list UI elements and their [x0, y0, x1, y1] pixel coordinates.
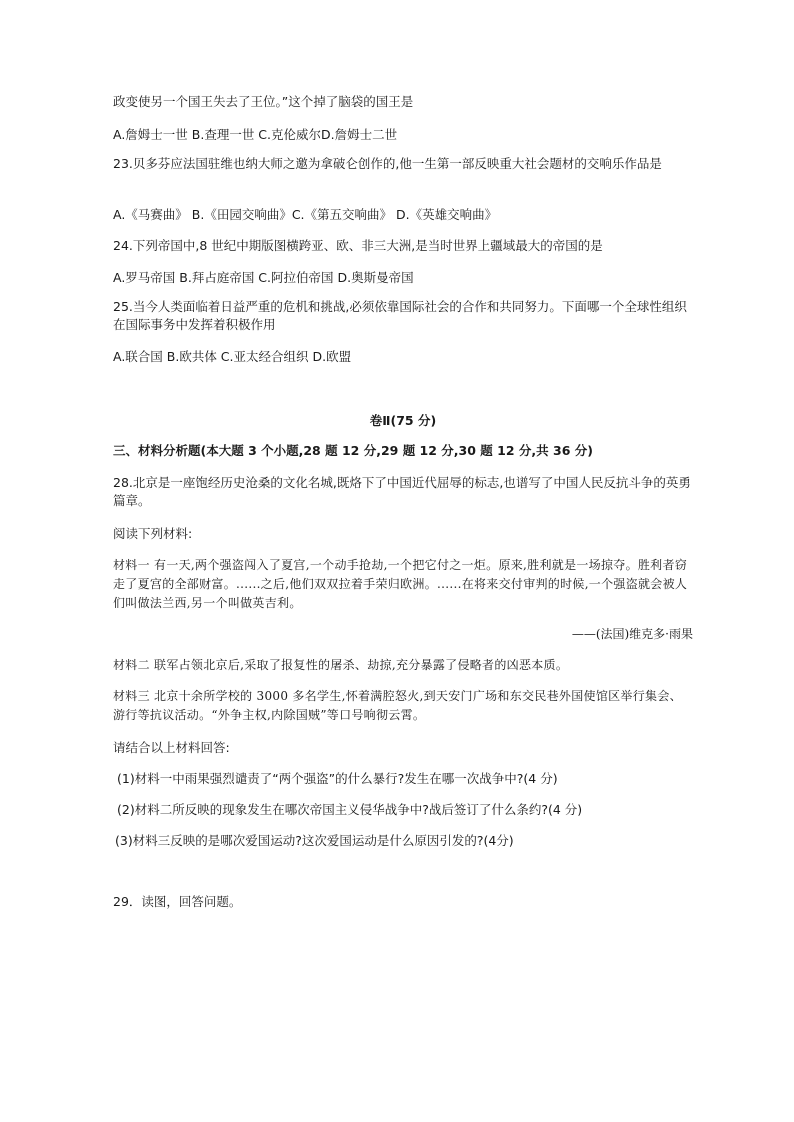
material-2: 材料二 联军占领北京后,采取了报复性的屠杀、劫掠,充分暴露了侵略者的凶恶本质。	[113, 658, 569, 672]
volume-title: 卷Ⅱ(75 分)	[369, 413, 437, 428]
material-3: 材料三 北京十余所学校的 3000 多名学生,怀着满腔怒火,到天安门广场和东交民巷外国使馆区举行集会、游行等抗议活动。“外争主权,内除国贼”等口号响彻云霄。	[113, 689, 682, 722]
q24-options: A.罗马帝国 B.拜占庭帝国 C.阿拉伯帝国 D.奥斯曼帝国	[113, 270, 414, 285]
q28-part-2: (2)材料二所反映的现象发生在哪次帝国主义侵华战争中?战后签订了什么条约?(4 分)	[117, 802, 583, 817]
q25-options: A.联合国 B.欧共体 C.亚太经合组织 D.欧盟	[113, 349, 352, 364]
q28-part-1: (1)材料一中雨果强烈谴责了“两个强盗”的什么暴行?发生在哪一次战争中?(4 分)	[117, 771, 558, 786]
answer-prompt: 请结合以上材料回答:	[113, 740, 230, 755]
q22-tail: 政变使另一个国王失去了王位。”这个掉了脑袋的国王是	[113, 94, 414, 109]
q23-stem: 23.贝多芬应法国驻维也纳大师之邀为拿破仑创作的,他一生第一部反映重大社会题材的交响乐作品是	[113, 156, 662, 171]
q24-stem: 24.下列帝国中,8 世纪中期版图横跨亚、欧、非三大洲,是当时世界上疆域最大的帝国的是	[113, 238, 603, 253]
section-title: 三、材料分析题(本大题 3 个小题,28 题 12 分,29 题 12 分,30 题 12 分,共 36 分)	[113, 443, 593, 458]
q28-part-3: (3)材料三反映的是哪次爱国运动?这次爱国运动是什么原因引发的?(4分)	[115, 833, 514, 848]
q28-stem: 28.北京是一座饱经历史沧桑的文化名城,既烙下了中国近代屈辱的标志,也谱写了中国人民反抗斗争的英勇篇章。	[113, 475, 691, 508]
q29-stem: 29．读图，回答问题。	[113, 894, 242, 909]
read-materials-label: 阅读下列材料:	[113, 526, 193, 541]
material-1: 材料一 有一天,两个强盗闯入了夏宫,一个动手抢劫,一个把它付之一炬。原来,胜利就是一场掠夺。胜利者窃走了夏宫的全部财富。......之后,他们双双拉着手荣归欧洲。......在将来交付审判的时候,一个强盗就会被人们叫做法兰西,另一个叫做英吉利。	[113, 558, 688, 610]
q23-options: A.《马赛曲》 B.《田园交响曲》C.《第五交响曲》 D.《英雄交响曲》	[113, 207, 498, 222]
q25-stem: 25.当今人类面临着日益严重的危机和挑战,必须依靠国际社会的合作和共同努力。下面哪一个全球性组织在国际事务中发挥着积极作用	[113, 299, 687, 332]
material-1-source: ——(法国)维克多·雨果	[571, 627, 693, 641]
q22-options: A.詹姆士一世 B.查理一世 C.克伦威尔D.詹姆士二世	[113, 127, 398, 142]
